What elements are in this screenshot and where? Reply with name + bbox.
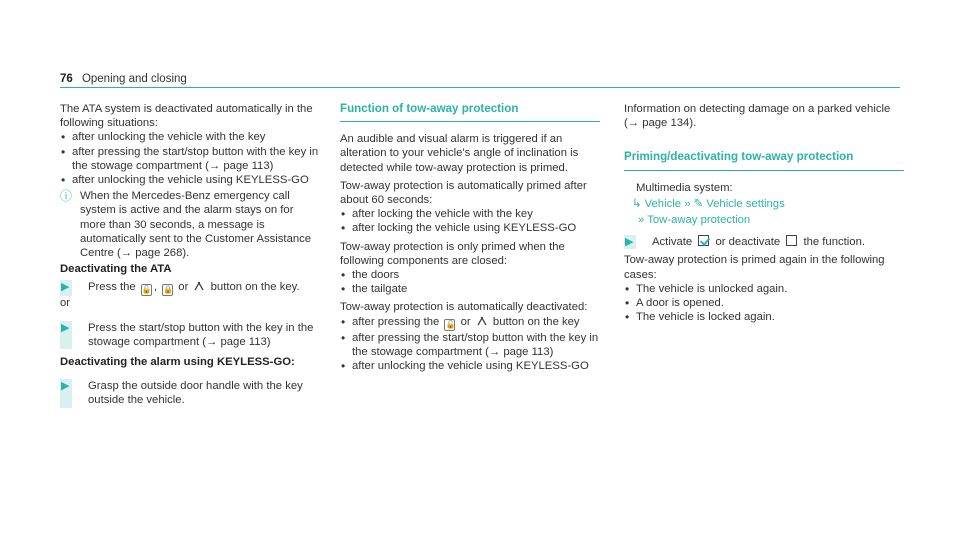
tow-away-icon xyxy=(193,280,205,292)
step-grasp-handle: ▶ Grasp the outside door handle with the key outside the vehicle. xyxy=(61,380,303,407)
checkbox-checked-icon[interactable] xyxy=(698,235,709,246)
list-item: • after unlocking the vehicle with the key xyxy=(60,130,320,144)
primed-again-bullets xyxy=(624,282,904,325)
unlock-key-icon: 🔓 xyxy=(141,285,152,295)
tow-p4: Tow-away protection is automatically deactivated: xyxy=(340,301,588,314)
list-item: • after pressing the 🔓 or button on the key xyxy=(340,315,600,331)
step-arrow-icon: ▶ xyxy=(61,321,70,334)
heading-deactivate-ata: Deactivating the ATA xyxy=(60,263,172,276)
column-1 xyxy=(60,102,320,408)
unlock-key-icon: 🔓 xyxy=(445,319,456,329)
list-item: • after pressing the start/stop button with the key in the stowage compartment (→ page 113) xyxy=(340,331,600,359)
section-heading-priming: Priming/deactivating tow-away protection xyxy=(624,150,904,170)
step-press-button: ▶ Press the 🔓 , 🔒 or button on the key. xyxy=(61,281,300,295)
tow-p3: Tow-away protection is only primed when the following components are closed: xyxy=(340,240,565,267)
emergency-note xyxy=(60,189,320,260)
menu-item-tow-away[interactable]: Tow-away protection xyxy=(647,214,751,227)
page-header xyxy=(60,72,900,87)
tow-p2: Tow-away protection is automatically primed after about 60 seconds: xyxy=(340,179,587,207)
multimedia-system-label: Multimedia system: xyxy=(636,181,733,194)
checkbox-empty-icon[interactable] xyxy=(786,235,797,246)
menu-path xyxy=(624,197,904,211)
tow-p1: An audible and visual alarm is triggered if an alteration to your vehicle's angle of inclination is detected while tow-away protection is primed. xyxy=(340,133,579,174)
note-text: When the Mercedes-Benz emergency call system is active and the alarm stays on for more than 30 seconds, a message is automatically sent to the Customer Assistance Centre (→ page 268). xyxy=(80,190,312,260)
parked-damage-info: Information on detecting damage on a parked vehicle (→ page 134). xyxy=(624,103,891,130)
menu-arrow-icon: ↳ xyxy=(632,197,642,210)
menu-path-2 xyxy=(624,213,904,227)
step-activate: ▶ Activate or deactivate the function. xyxy=(625,236,865,249)
list-item: • after unlocking the vehicle using KEYLESS-GO xyxy=(340,359,600,373)
tow-bullets-2 xyxy=(340,268,600,296)
section-title: Opening and closing xyxy=(81,73,187,85)
or-text: or xyxy=(60,297,71,310)
step-arrow-icon: ▶ xyxy=(625,236,634,249)
list-item: • the tailgate xyxy=(340,282,600,296)
section-heading-function: Function of tow-away protection xyxy=(340,102,600,122)
tow-away-icon xyxy=(476,315,488,327)
ata-bullets xyxy=(60,130,320,187)
list-item: • the doors xyxy=(340,268,600,282)
list-item: • after locking the vehicle using KEYLESS-GO xyxy=(340,221,600,235)
info-icon: ⓘ xyxy=(60,189,73,204)
heading-deactivate-alarm: Deactivating the alarm using KEYLESS-GO: xyxy=(60,356,295,369)
ata-intro: The ATA system is deactivated automatically in the following situations: xyxy=(60,103,313,130)
page-number: 76 xyxy=(60,73,73,85)
step-arrow-icon: ▶ xyxy=(61,380,70,393)
menu-item-vehicle[interactable]: Vehicle xyxy=(644,197,682,210)
column-2 xyxy=(340,102,600,373)
primed-again-text: Tow-away protection is primed again in the following cases: xyxy=(624,254,885,281)
list-item: • The vehicle is locked again. xyxy=(624,310,904,324)
list-item: • after locking the vehicle with the key xyxy=(340,207,600,221)
menu-arrow-icon: » xyxy=(638,214,645,227)
step-arrow-icon: ▶ xyxy=(61,281,70,294)
list-item: • after pressing the start/stop button with the key in the stowage compartment (→ page 113) xyxy=(60,145,320,173)
step-start-stop: ▶ Press the start/stop button with the key in the stowage compartment (→ page 113) xyxy=(61,321,314,348)
tow-bullets-1 xyxy=(340,207,600,235)
menu-item-vehicle-settings[interactable]: Vehicle settings xyxy=(706,197,785,210)
column-3 xyxy=(624,102,904,324)
menu-arrow-icon: » xyxy=(684,197,694,210)
list-item: • The vehicle is unlocked again. xyxy=(624,282,904,296)
list-item: • A door is opened. xyxy=(624,296,904,310)
tow-bullets-3 xyxy=(340,315,600,374)
lock-key-icon: 🔒 xyxy=(163,285,174,295)
header-rule xyxy=(60,87,900,88)
list-item: • after unlocking the vehicle using KEYLESS-GO xyxy=(60,173,320,187)
vehicle-settings-icon: ✎ xyxy=(693,197,704,210)
